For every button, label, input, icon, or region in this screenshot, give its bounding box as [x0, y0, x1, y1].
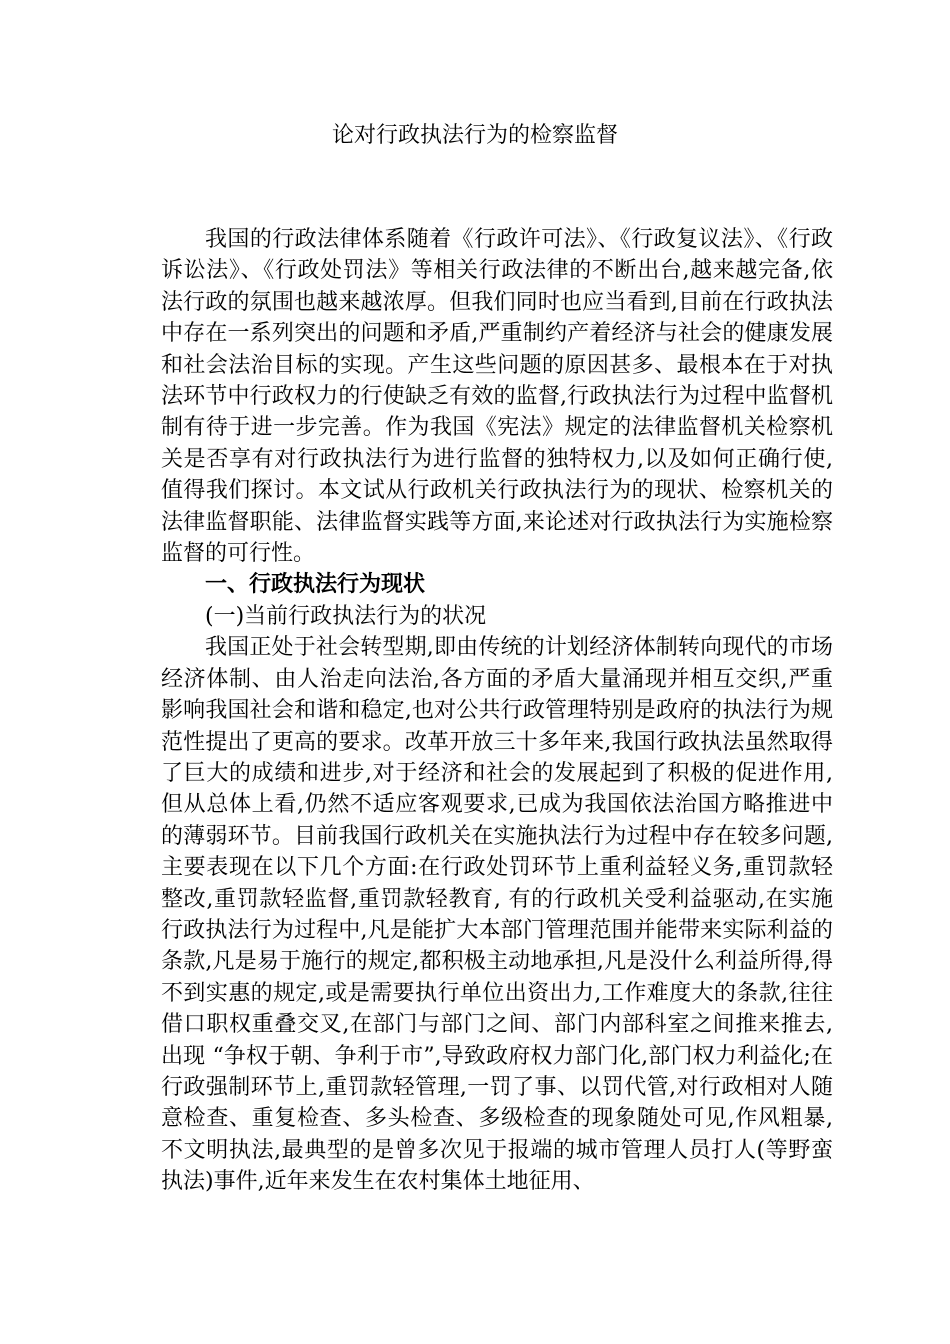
section-subheading: (一)当前行政执法行为的状况	[205, 603, 487, 629]
section-paragraph: 我国正处于社会转型期,即由传统的计划经济体制转向现代的市场经济体制、由人治走向法治,各方面的矛盾大量涌现并相互交织,严重影响我国社会和谐和稳定,也对公共行政管理特别是政府的执法行为规范性提出了更高的要求。改革开放三十多年来,我国行政执法虽然取得了巨大的成绩和进步,对于经济和社会的发展起到了积极的促进作用,但从总体上看,仍然不适应客观要求,已成为我国依法治国方略推进中的薄弱环节。目前我国行政机关在实施执法行为过程中存在较多问题,主要表现在以下几个方面:在行政处罚环节上重利益轻义务,重罚款轻整改,重罚款轻监督,重罚款轻教育, 有的行政机关受利益驱动,在实施行政执法行为过程中,凡是能扩大本部门管理范围并能带来实际利益的条款,凡是易于施行的规定,都积极主动地承担,凡是没什么利益所得,得不到实惠的规定,或是需要执行单位出资出力,工作难度大的条款,往往借口职权重叠交叉,在部门与部门之间、部门内部科室之间推来推去,出现 “争权于朝、争利于市”,导致政府权力部门化,部门权力利益化;在行政强制环节上,重罚款轻管理,一罚了事、以罚代管,对行政相对人随意检查、重复检查、多头检查、多级检查的现象随处可见,作风粗暴,不文明执法,最典型的是曾多次见于报端的城市管理人员打人(等野蛮执法)事件,近年来发生在农村集体土地征用、	[161, 635, 833, 1195]
document-title: 论对行政执法行为的检察监督	[331, 123, 618, 148]
intro-paragraph: 我国的行政法律体系随着《行政许可法》、《行政复议法》、《行政诉讼法》、《行政处罚法》等相关行政法律的不断出台,越来越完备,依法行政的氛围也越来越浓厚。但我们同时也应当看到,目前在行政执法中存在一系列突出的问题和矛盾,严重制约产着经济与社会的健康发展和社会法治目标的实现。产生这些问题的原因甚多、最根本在于对执法环节中行政权力的行使缺乏有效的监督,行政执法行为过程中监督机制有待于进一步完善。作为我国《宪法》规定的法律监督机关检察机关是否享有对行政执法行为进行监督的独特权力,以及如何正确行使,值得我们探讨。本文试从行政机关行政执法行为的现状、检察机关的法律监督职能、法律监督实践等方面,来论述对行政执法行为实施检察监督的可行性。	[161, 227, 833, 567]
section-heading: 一、行政执法行为现状	[205, 572, 426, 598]
document-body	[161, 224, 833, 1198]
